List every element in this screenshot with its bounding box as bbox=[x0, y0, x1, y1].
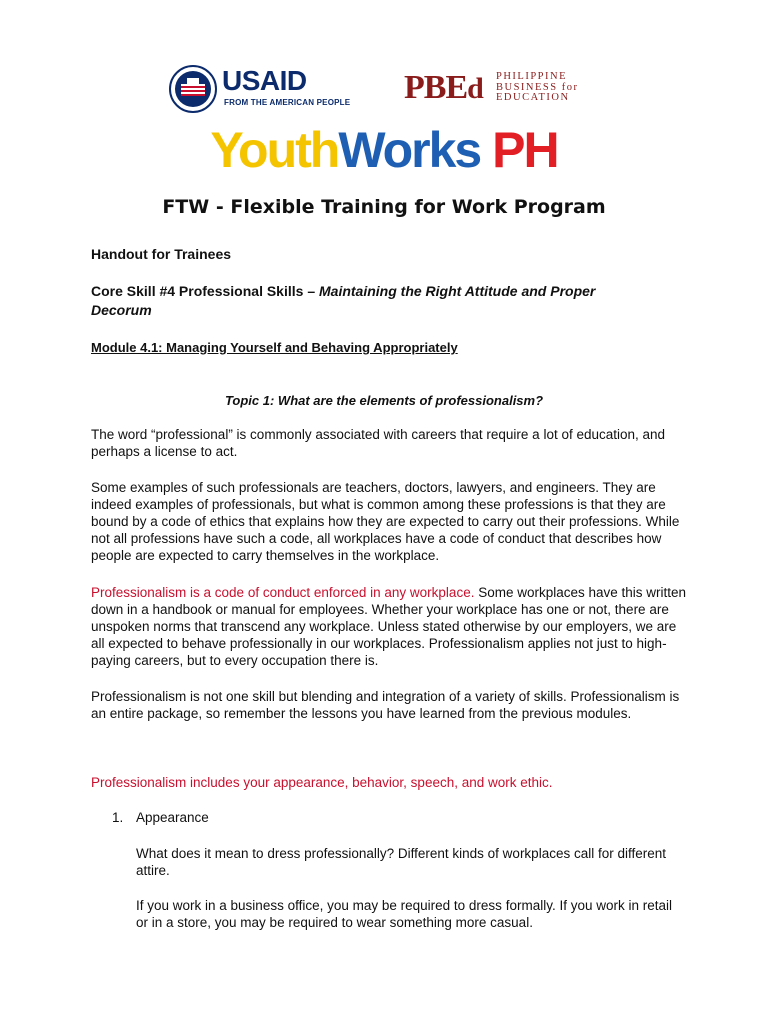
pbed-org-name: PHILIPPINE BUSINESS for EDUCATION bbox=[496, 71, 579, 103]
paragraph: Professionalism is not one skill but blending and integration of a variety of skills. Professionalism is an entire package, so remember the lessons you have learned from the previous modules. bbox=[91, 689, 680, 721]
paragraph: Some examples of such professionals are teachers, doctors, lawyers, and engineers. They are indeed examples of professionals, but what is common among these professions is that they are bound by a code of ethics that explains how they are expected to carry out their professions. While not all professions have such a code, all workplaces have a code of conduct that describes how people are expected to carry themselves in the workplace. bbox=[91, 480, 680, 563]
handout-heading: Handout for Trainees bbox=[91, 246, 232, 262]
pbed-wordmark: PBEd bbox=[404, 69, 483, 106]
usaid-logo bbox=[168, 64, 351, 116]
module-heading: Module 4.1: Managing Yourself and Behaving Appropriately bbox=[91, 340, 458, 355]
usaid-tagline: FROM THE AMERICAN PEOPLE bbox=[224, 98, 351, 107]
youthworks-logo: YouthWorks PH bbox=[210, 122, 558, 178]
paragraph: Professionalism is a code of conduct enforced in any workplace. Some workplaces have this written down in a handbook or manual for employees. Whether your workplace has one or not, there are unspoken norms that transcend any workplace. Unless stated otherwise by our employers, we are all expected to behave professionally in our workplaces. Professionalism applies not just to high-paying careers, but to every occupation there is. bbox=[91, 585, 687, 668]
highlight-paragraph: Professionalism includes your appearance, behavior, speech, and work ethic. bbox=[91, 775, 553, 790]
paragraph: If you work in a business office, you may be required to dress formally. If you work in retail or in a store, you may be required to wear something more casual. bbox=[136, 898, 672, 930]
logo-row bbox=[168, 64, 588, 116]
usaid-seal-icon bbox=[168, 64, 218, 114]
paragraph: What does it mean to dress professionally? Different kinds of workplaces call for different attire. bbox=[136, 846, 667, 878]
pbed-logo bbox=[404, 70, 584, 110]
usaid-wordmark: USAID bbox=[222, 65, 307, 96]
page-title: FTW - Flexible Training for Work Program bbox=[162, 196, 606, 218]
core-skill-heading: Core Skill #4 Professional Skills – Maintaining the Right Attitude and Proper Decorum bbox=[91, 283, 596, 318]
list-item: 1. Appearance bbox=[112, 810, 209, 825]
paragraph: The word “professional” is commonly associated with careers that require a lot of education, and perhaps a license to act. bbox=[91, 427, 666, 459]
topic-heading: Topic 1: What are the elements of professionalism? bbox=[224, 393, 544, 408]
